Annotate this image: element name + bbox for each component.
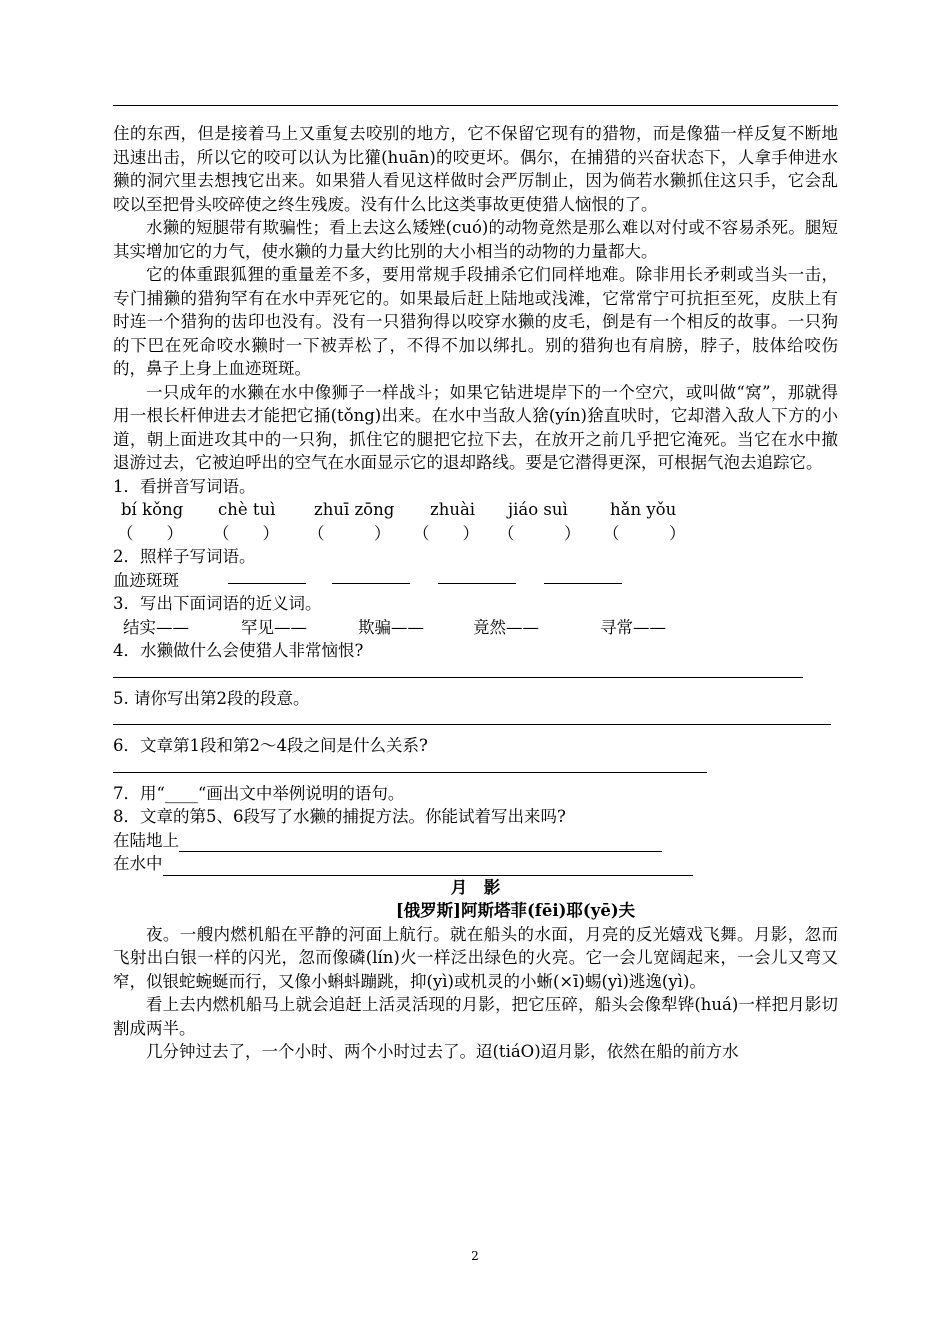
question-3: 3．写出下面词语的近义词。 (113, 594, 322, 613)
answer-line[interactable] (113, 710, 831, 725)
question-6: 6．文章第1段和第2～4段之间是什么关系? (113, 736, 428, 755)
passage1-paragraph-1: 住的东西，但是接着马上又重复去咬别的地方，它不保留它现有的猎物，而是像猫一样反复不断地迅速出击，所以它的咬可以认为比獾(huān)的咬更坏。偶尔，在捕猎的兴奋状态下，人拿手伸进水獭的洞穴里去想拽它出来。如果猎人看见这样做时会严厉制止，因为倘若水獭抓住这只手，它会乱咬以至把骨头咬碎使之终生残废。没有什么比这类事故更使猎人恼恨的了。 (113, 124, 838, 214)
synonym-item: 竟然—— (473, 617, 539, 637)
example-row (113, 569, 838, 593)
pinyin-item: hǎn yǒu (610, 500, 677, 519)
pinyin-item: zhuài (430, 500, 476, 519)
pinyin-item: chè tuì (218, 500, 276, 519)
answer-blank[interactable] (179, 837, 662, 852)
answer-bracket[interactable]: （ ） (308, 523, 391, 543)
question-4: 4．水獭做什么会使猎人非常恼恨? (113, 641, 364, 660)
pinyin-row (113, 498, 838, 522)
synonym-row (113, 616, 838, 640)
answer-line[interactable] (113, 663, 803, 678)
question-5: 5. 请你写出第2段的段意。 (113, 688, 310, 708)
answer-blank[interactable] (163, 861, 693, 876)
header-rule (113, 105, 838, 106)
page-content (113, 122, 838, 1064)
synonym-item: 罕见—— (241, 617, 307, 637)
answer-bracket[interactable]: （ ） (213, 523, 279, 543)
land-label: 在陆地上 (113, 830, 179, 850)
passage2-title: 月 影 (450, 877, 501, 897)
synonym-item: 结实—— (123, 617, 189, 637)
pinyin-item: jiáo suì (508, 500, 568, 519)
land-method-row (113, 829, 838, 853)
synonym-item: 寻常—— (600, 617, 666, 637)
passage1-paragraph-3: 它的体重跟狐狸的重量差不多，要用常规手段捕杀它们同样地难。除非用长矛刺或当头一击，专门捕獭的猎狗罕有在水中弄死它的。如果最后赶上陆地或浅滩，它常常宁可抗拒至死，皮肤上有时连一个猎狗的齿印也没有。没有一只猎狗得以咬穿水獭的皮毛，倒是有一个相反的故事。一只狗的下巴在死命咬水獭时一下被弄松了，不得不加以绑扎。别的猎狗也有肩膀，脖子，肢体给咬伤的，鼻子上身上血迹斑斑。 (113, 265, 838, 378)
answer-blank[interactable] (438, 569, 516, 584)
answer-bracket[interactable]: （ ） (603, 523, 686, 543)
passage1-paragraph-2: 水獭的短腿带有欺骗性；看上去这么矮矬(cuó)的动物竟然是那么难以对付或不容易杀死。腿短其实增加它的力气，使水獭的力量大约比别的大小相当的动物的力量都大。 (113, 218, 838, 261)
page-number: 2 (471, 1249, 479, 1263)
passage2-paragraph-3: 几分钟过去了，一个小时、两个小时过去了。迢(tiáO)迢月影，依然在船的前方水 (146, 1042, 739, 1061)
answer-blank[interactable] (332, 569, 410, 584)
pinyin-item: bí kǒng (121, 500, 184, 519)
question-2: 2．照样子写词语。 (113, 547, 256, 566)
synonym-item: 欺骗—— (358, 617, 424, 637)
answer-bracket[interactable]: （ ） (413, 523, 479, 543)
question-1: 1．看拼音写词语。 (113, 476, 256, 496)
answer-line[interactable] (113, 758, 707, 773)
pinyin-item: zhuī zōng (314, 500, 395, 519)
question-8: 8．文章的第5、6段写了水獭的捕捉方法。你能试着写出来吗? (113, 807, 566, 826)
answer-bracket[interactable]: （ ） (498, 523, 581, 543)
example-word: 血迹斑斑 (113, 570, 179, 590)
water-method-row (113, 852, 838, 876)
passage2-author: [俄罗斯]阿斯塔菲(fēi)耶(yē)夫 (395, 901, 636, 920)
passage2-paragraph-1: 夜。一艘内燃机船在平静的河面上航行。就在船头的水面，月亮的反光嬉戏飞舞。月影，忽而飞射出白银一样的闪光，忽而像磷(lín)火一样泛出绿色的火亮。它一会儿宽阔起来，一会儿又弯又窄，似银蛇蜿蜒而行，又像小蝌蚪蹦跳，抑(yì)或机灵的小蜥(×ī)蜴(yì)逃逸(yì)。 (113, 924, 838, 991)
answer-bracket[interactable]: （ ） (117, 523, 183, 543)
answer-blank[interactable] (228, 569, 306, 584)
answer-blank[interactable] (544, 569, 622, 584)
passage1-paragraph-4: 一只成年的水獭在水中像狮子一样战斗；如果它钻进堤岸下的一个空穴，或叫做“窝”，那就得用一根长杆伸进去才能把它捅(tǒng)出来。在水中当敌人猞(yín)猞直吠时，它却潜入敌人下方的小道，朝上面进攻其中的一只狗，抓住它的腿把它拉下去，在放开之前几乎把它淹死。当它在水中撤退游过去，它被迫呼出的空气在水面显示它的退却路线。要是它潜得更深，可根据气泡去追踪它。 (113, 382, 838, 472)
water-label: 在水中 (113, 854, 163, 873)
question-7: 7．用“____“画出文中举例说明的语句。 (113, 783, 405, 803)
passage2-paragraph-2: 看上去内燃机船马上就会追赶上活灵活现的月影，把它压碎，船头会像犁铧(huá)一样把月影切割成两半。 (113, 995, 838, 1038)
answer-brackets-row (113, 522, 838, 546)
